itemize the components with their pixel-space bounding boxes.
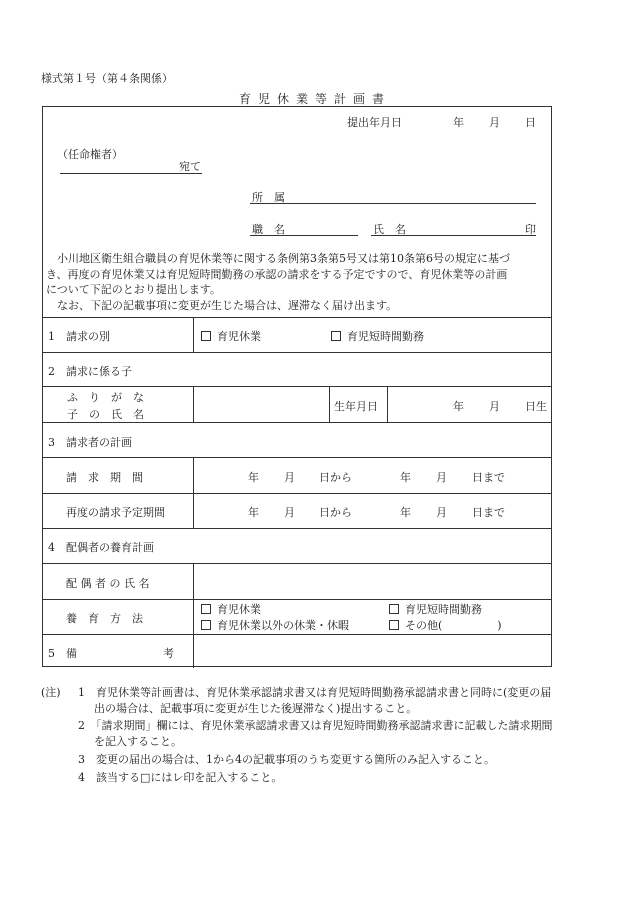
- furigana-label: ふ り が な: [67, 391, 144, 404]
- birth-date-label: 生年月日: [334, 400, 378, 413]
- checkbox-icon: [201, 604, 211, 614]
- submission-year: 年: [453, 116, 464, 129]
- period-start-day: 日から: [319, 471, 352, 484]
- option-label: その他( ): [405, 619, 502, 632]
- divider: [43, 317, 551, 318]
- name-underline[interactable]: [371, 235, 536, 236]
- divider: [43, 528, 551, 529]
- option-label: 育児休業: [217, 603, 261, 616]
- note-2-line-2: を記入すること。: [94, 735, 182, 748]
- note-4: 4 該当する□にはレ印を記入すること。: [78, 771, 283, 784]
- period-start-month: 月: [284, 471, 295, 484]
- position-underline[interactable]: [250, 235, 358, 236]
- checkbox-icon: [201, 331, 211, 341]
- checkbox-icon: [331, 331, 341, 341]
- divider: [387, 386, 388, 422]
- section-1-label: 1 請求の別: [48, 330, 110, 343]
- care-option-other[interactable]: [389, 617, 502, 633]
- request-option-childcare-leave[interactable]: [201, 328, 261, 344]
- option-label: 育児短時間勤務: [347, 330, 424, 343]
- seal-mark: 印: [525, 223, 536, 236]
- divider: [43, 422, 551, 423]
- submission-day: 日: [525, 116, 536, 129]
- statement-line-2: き、再度の育児休業又は育児短時間勤務の承認の請求をする予定ですので、育児休業等の計画: [46, 268, 508, 281]
- period-end-day: 日まで: [472, 471, 505, 484]
- repeat-end-month: 月: [436, 506, 447, 519]
- period-end-month: 月: [436, 471, 447, 484]
- section-3-label: 3 請求者の計画: [48, 436, 132, 449]
- affiliation-underline[interactable]: [250, 203, 536, 204]
- section-5-label: 5 備: [48, 647, 77, 660]
- statement-line-3: について下記のとおり提出します。: [46, 283, 221, 296]
- child-name-field[interactable]: [194, 387, 328, 421]
- checkbox-icon: [389, 604, 399, 614]
- addressee-suffix: 宛て: [179, 160, 201, 173]
- section-2-label: 2 請求に係る子: [48, 365, 132, 378]
- care-option-other-leave[interactable]: [201, 617, 349, 633]
- request-option-short-hours[interactable]: [331, 328, 424, 344]
- appointing-authority-label: （任命権者）: [57, 148, 123, 161]
- remarks-field[interactable]: [194, 635, 551, 667]
- statement-line-4: なお、下記の記載事項に変更が生じた場合は、遅滞なく届け出ます。: [57, 299, 398, 312]
- repeat-period-label: 再度の請求予定期間: [66, 506, 165, 519]
- birth-month: 月: [489, 400, 500, 413]
- divider: [43, 493, 551, 494]
- birth-year: 年: [453, 400, 464, 413]
- submission-date-label: 提出年月日: [347, 116, 402, 129]
- period-end-year: 年: [400, 471, 411, 484]
- note-1-line-1: 1 育児休業等計画書は、育児休業承認請求書又は育児短時間勤務承認請求書と同時に(変更の届: [78, 686, 552, 699]
- divider: [43, 599, 551, 600]
- notes-prefix: (注): [41, 686, 61, 699]
- repeat-end-day: 日まで: [472, 506, 505, 519]
- note-3: 3 変更の届出の場合は、1から4の記載事項のうち変更する箇所のみ記入すること。: [78, 753, 495, 766]
- divider: [43, 457, 551, 458]
- statement-line-1: 小川地区衛生組合職員の育児休業等に関する条例第3条第5号又は第10条第6号の規定に基づ: [57, 252, 510, 265]
- checkbox-icon: [389, 620, 399, 630]
- care-option-childcare-leave[interactable]: [201, 601, 261, 617]
- request-period-label: 請 求 期 間: [66, 471, 143, 484]
- submission-month: 月: [489, 116, 500, 129]
- position-label: 職 名: [252, 223, 285, 236]
- birth-day: 日生: [525, 400, 547, 413]
- form-number: 様式第１号（第４条関係）: [41, 72, 173, 85]
- divider: [43, 352, 551, 353]
- option-label: 育児短時間勤務: [405, 603, 482, 616]
- divider: [329, 386, 330, 422]
- form-frame: [42, 106, 552, 667]
- note-2-line-1: 2 「請求期間」欄には、育児休業承認請求書又は育児短時間勤務承認請求書に記載した請求期間: [78, 719, 553, 732]
- child-name-label: 子 の 氏 名: [67, 408, 144, 421]
- repeat-end-year: 年: [400, 506, 411, 519]
- note-1-line-2: 出の場合は、記載事項に変更が生じた後遅滞なく)提出すること。: [94, 702, 418, 715]
- name-label: 氏 名: [373, 223, 406, 236]
- divider: [193, 317, 194, 352]
- page-title: 育児休業等計画書: [238, 92, 391, 106]
- period-start-year: 年: [248, 471, 259, 484]
- option-label: 育児休業以外の休業・休暇: [217, 619, 349, 632]
- section-5-label-end: 考: [163, 647, 174, 660]
- repeat-start-day: 日から: [319, 506, 352, 519]
- option-label: 育児休業: [217, 330, 261, 343]
- affiliation-label: 所 属: [252, 191, 285, 204]
- repeat-start-year: 年: [248, 506, 259, 519]
- section-4-label: 4 配偶者の養育計画: [48, 541, 154, 554]
- checkbox-icon: [201, 620, 211, 630]
- care-method-label: 養 育 方 法: [66, 612, 143, 625]
- repeat-start-month: 月: [284, 506, 295, 519]
- spouse-name-label: 配 偶 者 の 氏 名: [66, 577, 150, 590]
- care-option-short-hours[interactable]: [389, 601, 482, 617]
- divider: [193, 457, 194, 528]
- spouse-name-field[interactable]: [194, 564, 551, 598]
